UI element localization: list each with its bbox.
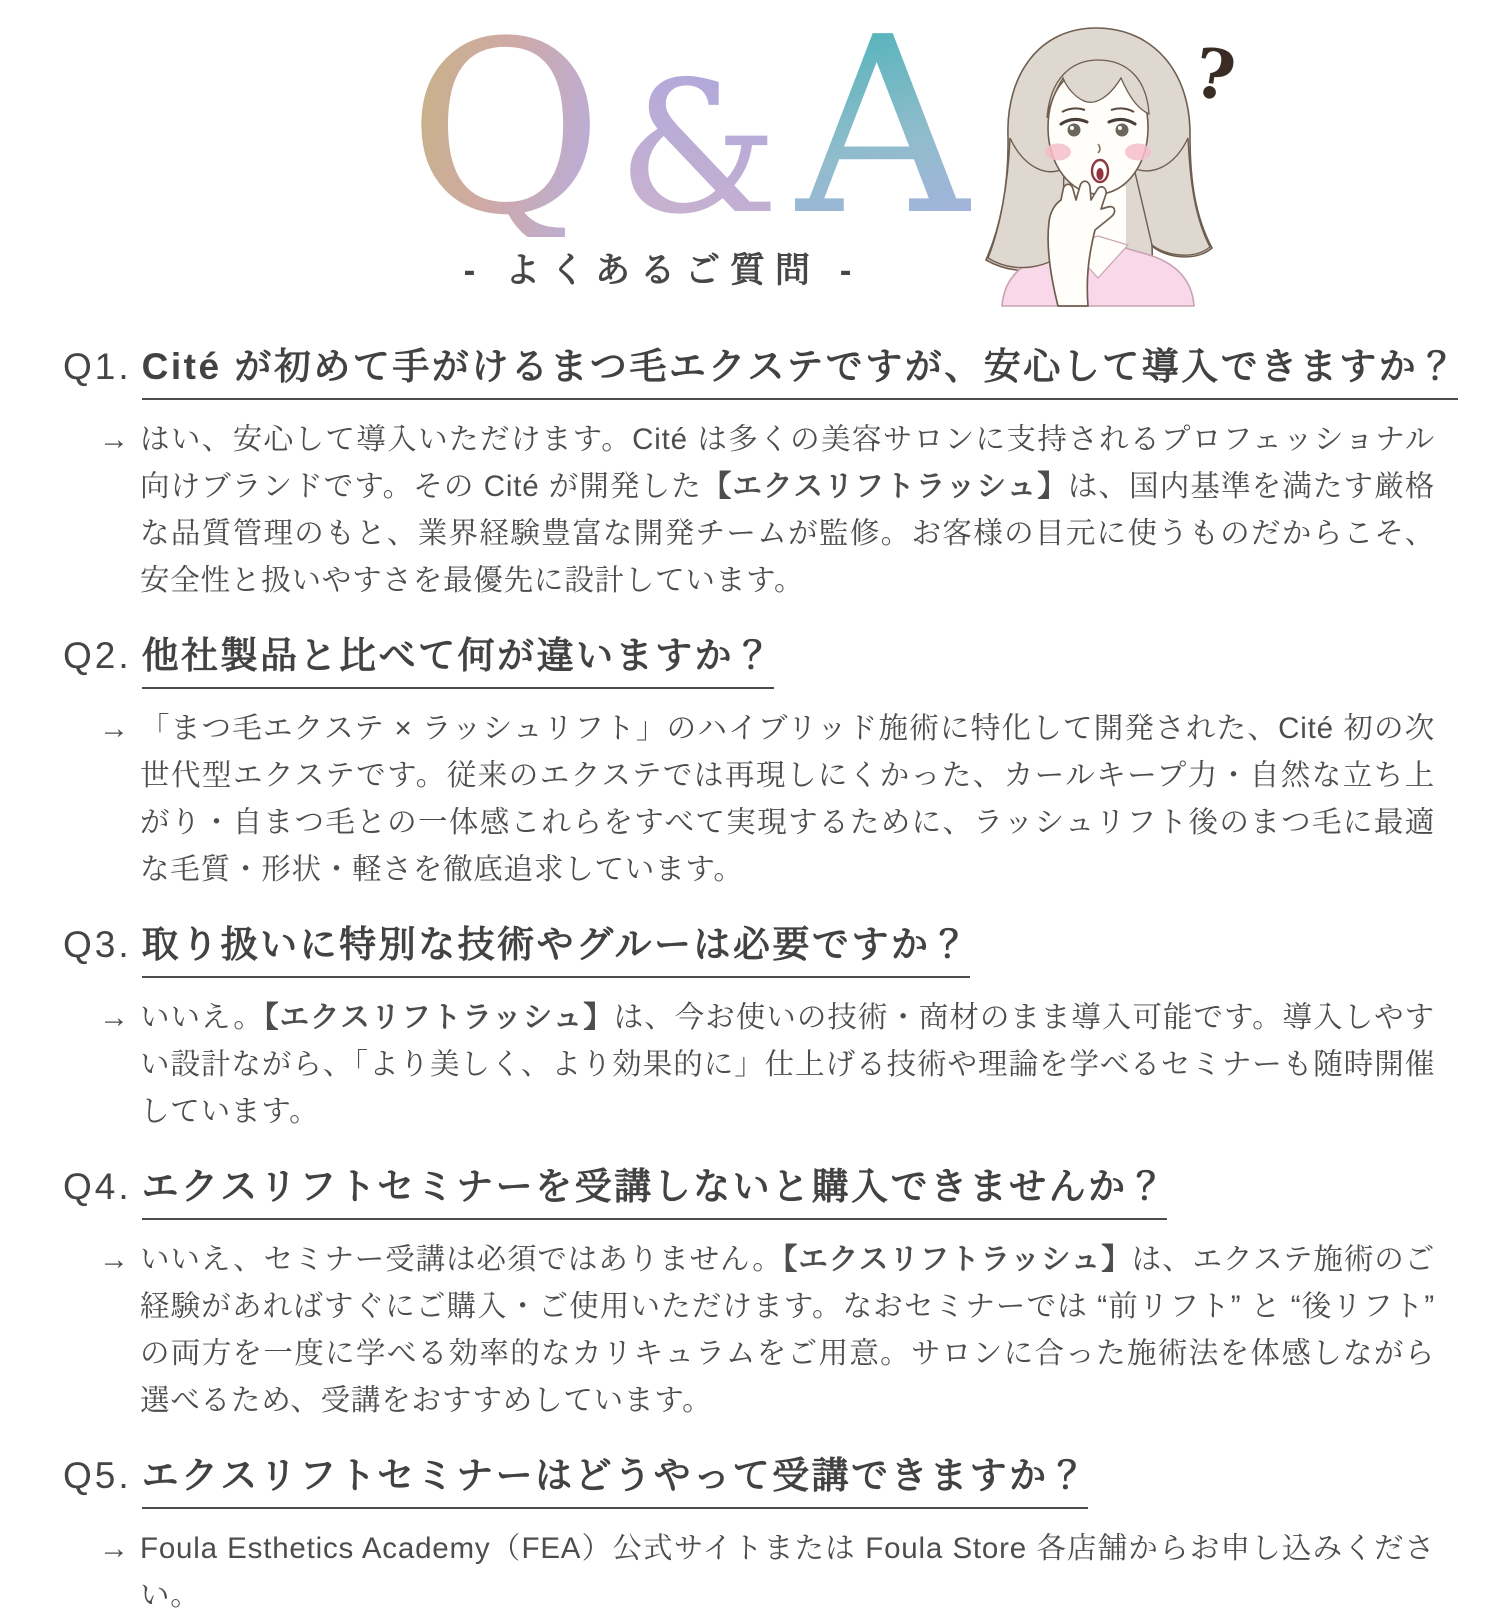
faq-answer (63, 1525, 1437, 1619)
faq-section-q1 (63, 336, 1458, 604)
wondering-woman-illustration (948, 18, 1241, 306)
answer-segment-bold: 【エクスリフトラッシュ】 (701, 470, 1068, 503)
answer-segment: は、エクステ施術のご経験があればすぐにご購入・ご使用いただけます。なおセミナーでは “前リフト” と “後リフト” の両方を一度に学べる効率的なカリキュラムをご用意。サロンに合った施術法を体感しながら選べるため、受講をおすすめしています。 (140, 1243, 1435, 1417)
answer-segment: は、国内基準を満たす厳格な品質管理のもと、業界経験豊富な開発チームが監修。お客様の目元に使うものだからこそ、安全性と扱いやすさを最優先に設計しています。 (140, 470, 1435, 597)
header-subtitle: - よくあるご質問 - (463, 251, 862, 290)
faq-question-row (63, 1156, 1437, 1220)
question-number: Q4. (63, 1166, 132, 1207)
arrow-icon: → (99, 1243, 129, 1276)
question-number: Q5. (63, 1455, 132, 1496)
answer-segment: いいえ、セミナー受講は必須ではありません。 (140, 1243, 783, 1276)
question-number: Q1. (63, 346, 132, 387)
faq-section-q3 (63, 914, 1437, 1135)
faq-answer (63, 705, 1437, 893)
answer-text (140, 1525, 1435, 1619)
left-blush (1045, 144, 1071, 161)
logo-letter-a: A (795, 0, 972, 269)
question-number: Q3. (63, 924, 132, 965)
answer-text (140, 705, 1435, 893)
left-eye (1068, 124, 1081, 137)
answer-segment: Foula Esthetics Academy（FEA）公式サイトまたは Foula Store 各店舗からお申し込みください。 (140, 1532, 1435, 1612)
faq-section-q2 (63, 625, 1437, 893)
qa-logo (408, 0, 972, 269)
arrow-icon: → (99, 423, 129, 456)
question-number: Q2. (63, 635, 132, 676)
faq-section-q4 (63, 1156, 1437, 1424)
question-text: 他社製品と比べて何が違いますか？ (142, 625, 774, 689)
logo-letter-q: Q (408, 0, 604, 268)
faq-answer (63, 994, 1437, 1135)
right-blush (1125, 144, 1151, 161)
logo-letter-ampersand: & (617, 42, 780, 254)
arrow-icon: → (99, 1532, 129, 1565)
faq-question-row (63, 625, 1437, 689)
question-text: 取り扱いに特別な技術やグルーは必要ですか？ (142, 914, 970, 978)
answer-text (140, 416, 1435, 604)
right-eye (1116, 124, 1129, 137)
left-eye-highlight (1070, 126, 1074, 130)
question-text: Cité が初めて手がけるまつ毛エクステですが、安心して導入できますか？ (142, 336, 1458, 400)
answer-segment-bold: 【エクスリフトラッシュ】 (782, 1243, 1132, 1276)
faq-question-row (63, 914, 1437, 978)
arrow-icon: → (99, 1001, 129, 1034)
faq-question-row (63, 336, 1458, 400)
faq-list (0, 312, 1500, 1619)
faq-section-q5 (63, 1445, 1437, 1619)
faq-answer (63, 1236, 1437, 1424)
question-text: エクスリフトセミナーはどうやって受講できますか？ (142, 1445, 1089, 1509)
mouth-inner (1096, 168, 1103, 180)
header (0, 0, 1500, 312)
faq-answer (63, 416, 1437, 604)
right-eye-highlight (1118, 126, 1122, 130)
faq-question-row (63, 1445, 1437, 1509)
answer-segment: いいえ。 (140, 1001, 264, 1034)
question-mark-icon: ? (1188, 32, 1241, 118)
answer-segment: は、今お使いの技術・商材のまま導入可能です。導入しやすい設計ながら、「より美しく、より効果的に」仕上げる技術や理論を学べるセミナーも随時開催しています。 (140, 1001, 1435, 1128)
answer-text (140, 1236, 1435, 1424)
answer-segment: はい、安心して導入いただけます。Cité は多くの美容サロンに支持されるプロフェッショナル向けブランドです。その Cité が開発した (140, 423, 1435, 503)
arrow-icon: → (99, 712, 129, 745)
answer-segment: 「まつ毛エクステ × ラッシュリフト」のハイブリッド施術に特化して開発された、Cité 初の次世代型エクステです。従来のエクステでは再現しにくかった、カールキープ力・自然な立ち上がり・自まつ毛との一体感これらをすべて実現するために、ラッシュリフト後のまつ毛に最適な毛質・形状・軽さを徹底追求しています。 (140, 712, 1435, 886)
answer-text (140, 994, 1435, 1135)
answer-segment-bold: 【エクスリフトラッシュ】 (263, 1001, 614, 1034)
question-text: エクスリフトセミナーを受講しないと購入できませんか？ (142, 1156, 1168, 1220)
